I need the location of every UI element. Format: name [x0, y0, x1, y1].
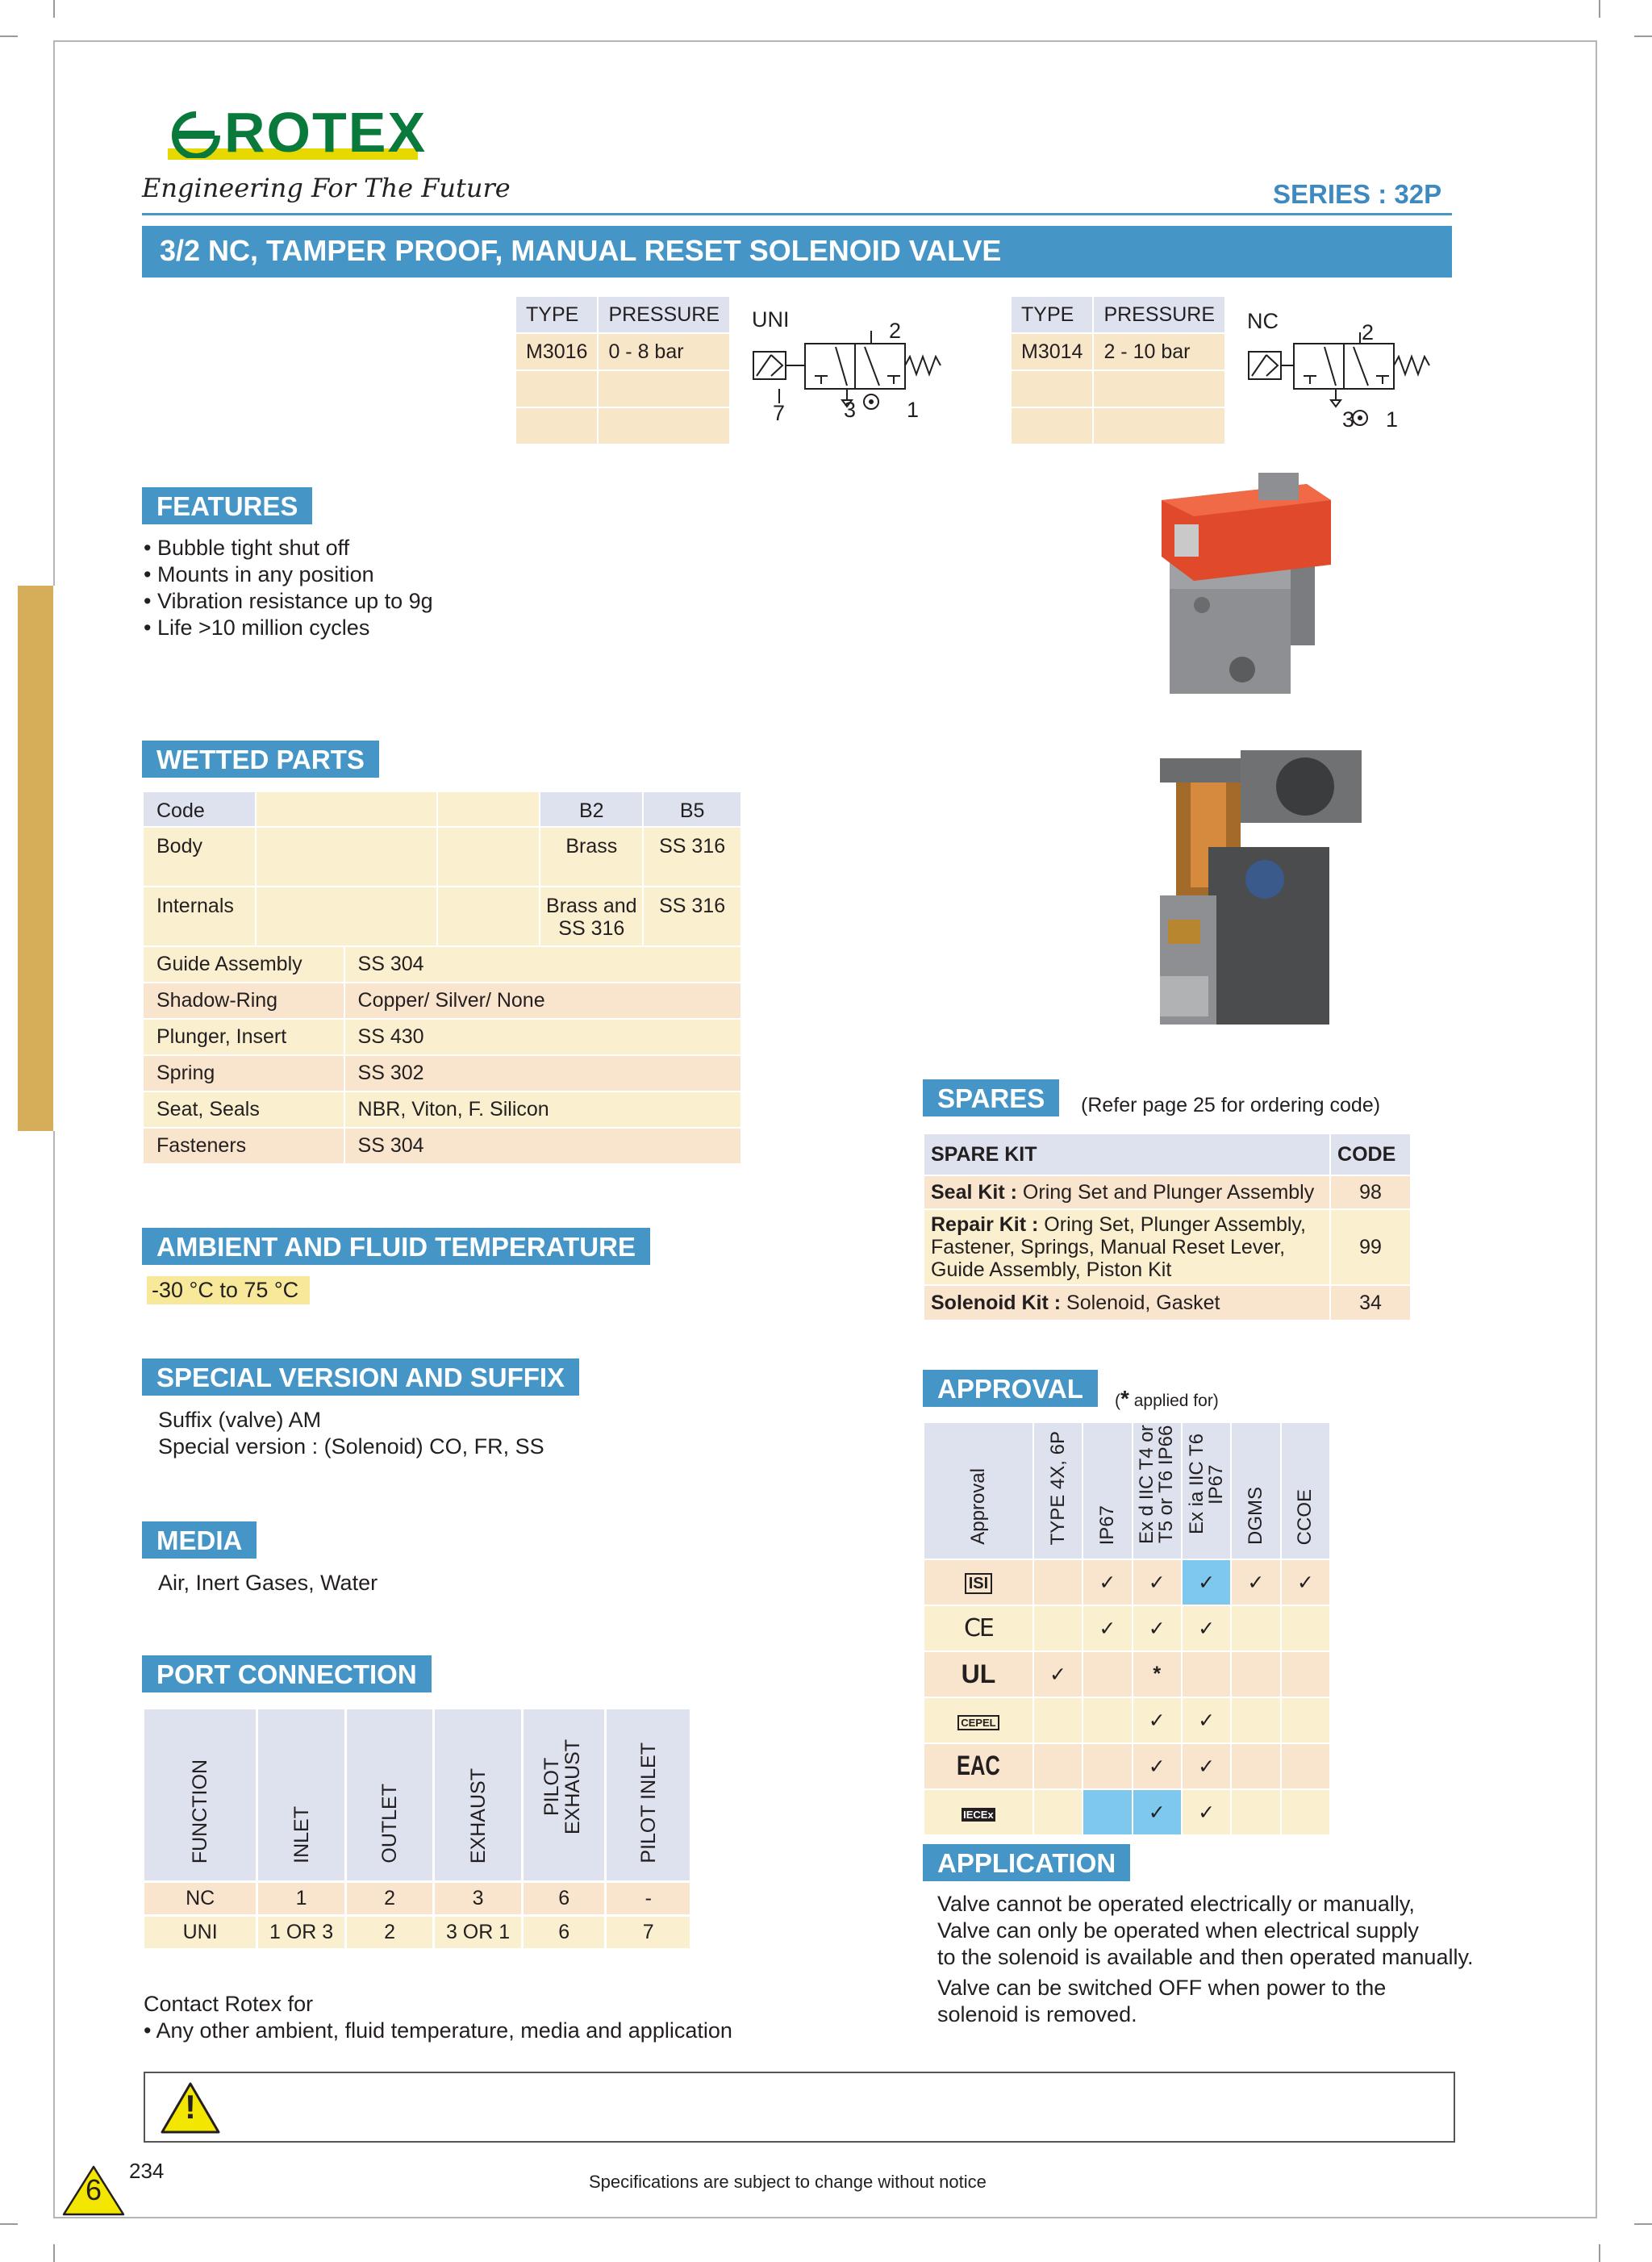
part-material: Copper/ Silver/ None [344, 983, 741, 1019]
uni-symbol-label: UNI [752, 307, 790, 332]
approval-cell [1083, 1651, 1132, 1697]
port-header: EXHAUST [466, 1767, 490, 1863]
approval-cell [1182, 1651, 1231, 1697]
page-badge-number: 6 [85, 2173, 102, 2206]
part-material: NBR, Viton, F. Silicon [344, 1091, 741, 1128]
approval-cell: ✓ [1133, 1559, 1182, 1605]
port-2-label: 2 [1362, 320, 1375, 344]
approval-cell: ✓ [1182, 1743, 1231, 1789]
application-line: Valve cannot be operated electrically or manually, [937, 1892, 1415, 1916]
series-label: SERIES : 32P [1273, 179, 1442, 209]
approval-row [924, 1605, 1330, 1651]
approval-cell [1231, 1743, 1280, 1789]
wetted-materials-table [142, 945, 742, 1165]
type-header: TYPE [515, 296, 598, 333]
spare-kit-row: Seal Kit : Oring Set and Plunger Assembly [924, 1175, 1330, 1209]
approval-cell: ✓ [1231, 1559, 1280, 1605]
pressure-header: PRESSURE [1093, 296, 1225, 333]
contact-note: • Any other ambient, fluid temperature, media and application [144, 2018, 732, 2043]
crop-mark [0, 2223, 18, 2225]
body-b5: SS 316 [643, 827, 741, 887]
port-cell: 6 [522, 1882, 606, 1916]
approval-row [924, 1743, 1330, 1789]
port-cell: UNI [144, 1916, 257, 1950]
approval-cell [1083, 1743, 1132, 1789]
crop-mark [53, 2244, 55, 2262]
type-cell: M3014 [1011, 333, 1093, 370]
port-cell: 1 OR 3 [257, 1916, 346, 1950]
approval-column-header: Ex ia IIC T6 IP67 [1185, 1434, 1227, 1535]
approval-cell: * [1133, 1651, 1182, 1697]
approval-heading: APPROVAL [923, 1370, 1098, 1407]
type-cell [515, 407, 598, 444]
chapter-number: 10 [94, 828, 138, 890]
suffix-line: Suffix (valve) AM [158, 1408, 322, 1432]
page-number: 234 [129, 2159, 165, 2183]
code-b5: B5 [643, 791, 741, 827]
approval-cell [1083, 1789, 1132, 1835]
approval-cell [1033, 1697, 1083, 1743]
feature-item: • Life >10 million cycles [144, 616, 370, 640]
port-cell: 3 OR 1 [434, 1916, 523, 1950]
port-header: PILOT INLET [636, 1742, 660, 1863]
part-name: Shadow-Ring [143, 983, 344, 1019]
pressure-cell [1093, 370, 1225, 407]
features-list [144, 535, 433, 641]
approval-table [923, 1421, 1331, 1836]
internals-label: Internals [143, 887, 256, 946]
approval-cell: ✓ [1033, 1651, 1083, 1697]
approval-note: (* applied for) [1115, 1386, 1219, 1411]
port-header: FUNCTION [189, 1759, 212, 1863]
port-header: PILOT EXHAUST [540, 1738, 585, 1835]
spare-kit-row: Solenoid Kit : Solenoid, Gasket [924, 1285, 1330, 1321]
approval-row [924, 1789, 1330, 1835]
spares-heading: SPARES [923, 1079, 1059, 1116]
code-b2: B2 [540, 791, 643, 827]
spare-code: 98 [1330, 1175, 1411, 1209]
feature-item: • Vibration resistance up to 9g [144, 589, 433, 613]
contact-line: Contact Rotex for [144, 1992, 314, 2016]
approval-mark-ul-icon: UL [924, 1651, 1033, 1697]
page-title: 3/2 NC, TAMPER PROOF, MANUAL RESET SOLENOID VALVE [142, 226, 1452, 278]
port-cell: 6 [522, 1916, 606, 1950]
port-3-label: 3 [844, 398, 857, 422]
application-line: Valve can be switched OFF when power to the [937, 1976, 1387, 2000]
approval-cell: ✓ [1133, 1743, 1182, 1789]
warning-symbol: ! [185, 2088, 196, 2126]
type-table-nc [1010, 295, 1226, 445]
part-name: Guide Assembly [143, 946, 344, 983]
part-material: SS 304 [344, 1128, 741, 1164]
crop-mark [0, 35, 18, 37]
crop-mark [1634, 35, 1652, 37]
spare-kit-header: SPARE KIT [924, 1133, 1330, 1175]
approval-column-header: TYPE 4X, 6P [1046, 1430, 1069, 1545]
approval-column-header: DGMS [1244, 1487, 1266, 1545]
type-cell [1011, 370, 1093, 407]
approval-cell [1033, 1605, 1083, 1651]
type-header: TYPE [1011, 296, 1093, 333]
port-1-label: 1 [907, 398, 920, 422]
approval-cell [1281, 1697, 1330, 1743]
features-heading: FEATURES [142, 487, 312, 524]
approval-cell: ✓ [1281, 1559, 1330, 1605]
internals-b2: Brass and SS 316 [540, 887, 643, 946]
spare-kit-row: Repair Kit : Oring Set, Plunger Assembly, Fastener, Springs, Manual Reset Lever, Guide Assembly, Piston Kit [924, 1209, 1330, 1285]
approval-mark-ce-icon: CE [924, 1605, 1033, 1651]
approval-cell: ✓ [1133, 1605, 1182, 1651]
feature-item: • Mounts in any position [144, 562, 374, 586]
approval-cell [1231, 1605, 1280, 1651]
approval-cell: ✓ [1083, 1559, 1132, 1605]
code-header: CODE [1330, 1133, 1411, 1175]
port-cell: 2 [345, 1916, 433, 1950]
approval-column-header: Ex d IIC T4 or T5 or T6 IP66 [1136, 1425, 1178, 1544]
approval-cell: ✓ [1182, 1559, 1231, 1605]
port-1-label: 1 [1386, 407, 1399, 432]
body-b2: Brass [540, 827, 643, 887]
type-table-uni [515, 295, 731, 445]
part-material: SS 304 [344, 946, 741, 983]
part-material: SS 302 [344, 1055, 741, 1091]
approval-mark-eac-icon: EAC [924, 1743, 1033, 1789]
approval-cell [1231, 1697, 1280, 1743]
footer-disclaimer: Specifications are subject to change without notice [589, 2172, 987, 2192]
approval-cell [1231, 1651, 1280, 1697]
valve-cutaway-photo [1144, 726, 1370, 1025]
approval-column-header: Approval [966, 1468, 989, 1545]
spare-code: 99 [1330, 1209, 1411, 1285]
approval-column-header: IP67 [1095, 1505, 1118, 1545]
application-line: Valve can only be operated when electrical supply [937, 1918, 1419, 1943]
port-cell: 1 [257, 1882, 346, 1916]
approval-body [924, 1559, 1330, 1835]
pressure-cell: 2 - 10 bar [1093, 333, 1225, 370]
rotex-logo-icon [171, 111, 221, 158]
approval-mark-iecex-icon: IECEx [924, 1789, 1033, 1835]
approval-mark-cepel-icon: CEPEL [924, 1697, 1033, 1743]
crop-mark [1599, 0, 1600, 18]
code-label: Code [143, 791, 256, 827]
pressure-cell [598, 407, 730, 444]
port-header: INLET [290, 1806, 313, 1863]
application-line: solenoid is removed. [937, 2002, 1137, 2026]
body-label: Body [143, 827, 256, 887]
approval-row [924, 1559, 1330, 1605]
header-rule [142, 213, 1452, 215]
approval-cell: ✓ [1182, 1605, 1231, 1651]
part-name: Plunger, Insert [143, 1019, 344, 1055]
special-version-line: Special version : (Solenoid) CO, FR, SS [158, 1434, 544, 1459]
brand-name: ROTEX [224, 101, 428, 164]
approval-mark-isi-icon: ISI [924, 1559, 1033, 1605]
port-3-label: 3 [1342, 407, 1355, 432]
pressure-cell: 0 - 8 bar [598, 333, 730, 370]
brand-tagline: Engineering For The Future [142, 173, 511, 203]
approval-cell [1033, 1743, 1083, 1789]
port-cell: 3 [434, 1882, 523, 1916]
approval-cell [1231, 1789, 1280, 1835]
approval-row [924, 1697, 1330, 1743]
approval-cell [1033, 1559, 1083, 1605]
special-version-heading: SPECIAL VERSION AND SUFFIX [142, 1358, 579, 1396]
approval-header-row [924, 1422, 1330, 1559]
application-line: to the solenoid is available and then operated manually. [937, 1945, 1474, 1969]
wetted-parts-heading: WETTED PARTS [142, 741, 379, 778]
port-header: OUTLET [378, 1784, 402, 1863]
internals-b5: SS 316 [643, 887, 741, 946]
port-2-label: 2 [889, 319, 902, 343]
media-value: Air, Inert Gases, Water [158, 1571, 378, 1595]
pressure-header: PRESSURE [598, 296, 730, 333]
type-cell [515, 370, 598, 407]
temperature-range: -30 °C to 75 °C [147, 1276, 310, 1304]
spare-code: 34 [1330, 1285, 1411, 1321]
approval-column-header: CCOE [1294, 1488, 1316, 1545]
part-name: Seat, Seals [143, 1091, 344, 1128]
feature-item: • Bubble tight shut off [144, 536, 350, 560]
port-cell: 7 [606, 1916, 691, 1950]
pressure-cell [1093, 407, 1225, 444]
wetted-parts-table [142, 791, 742, 947]
part-name: Fasteners [143, 1128, 344, 1164]
spares-note: (Refer page 25 for ordering code) [1081, 1094, 1381, 1116]
approval-cell: ✓ [1133, 1789, 1182, 1835]
media-heading: MEDIA [142, 1521, 257, 1559]
warning-box [144, 2072, 1455, 2143]
type-cell: M3016 [515, 333, 598, 370]
ambient-heading: AMBIENT AND FLUID TEMPERATURE [142, 1228, 650, 1265]
approval-row [924, 1651, 1330, 1697]
crop-mark [53, 0, 55, 18]
approval-cell [1281, 1789, 1330, 1835]
valve-product-photo [1145, 468, 1339, 710]
crop-mark [1634, 2223, 1652, 2225]
port-connection-table [142, 1707, 692, 1951]
port-cell: - [606, 1882, 691, 1916]
approval-cell [1033, 1789, 1083, 1835]
part-material: SS 430 [344, 1019, 741, 1055]
approval-cell: ✓ [1083, 1605, 1132, 1651]
pressure-cell [598, 370, 730, 407]
port-connection-heading: PORT CONNECTION [142, 1655, 432, 1692]
approval-cell [1281, 1651, 1330, 1697]
spares-table [923, 1133, 1412, 1321]
approval-cell: ✓ [1182, 1789, 1231, 1835]
approval-cell: ✓ [1133, 1697, 1182, 1743]
nc-symbol-label: NC [1247, 309, 1279, 333]
approval-cell [1281, 1605, 1330, 1651]
application-text [937, 1891, 1473, 2028]
part-name: Spring [143, 1055, 344, 1091]
approval-cell: ✓ [1182, 1697, 1231, 1743]
port-7-label: 7 [773, 401, 786, 425]
port-cell: 2 [345, 1882, 433, 1916]
crop-mark [1599, 2244, 1600, 2262]
approval-cell [1281, 1743, 1330, 1789]
approval-cell [1083, 1697, 1132, 1743]
type-cell [1011, 407, 1093, 444]
application-heading: APPLICATION [923, 1844, 1130, 1881]
port-cell: NC [144, 1882, 257, 1916]
